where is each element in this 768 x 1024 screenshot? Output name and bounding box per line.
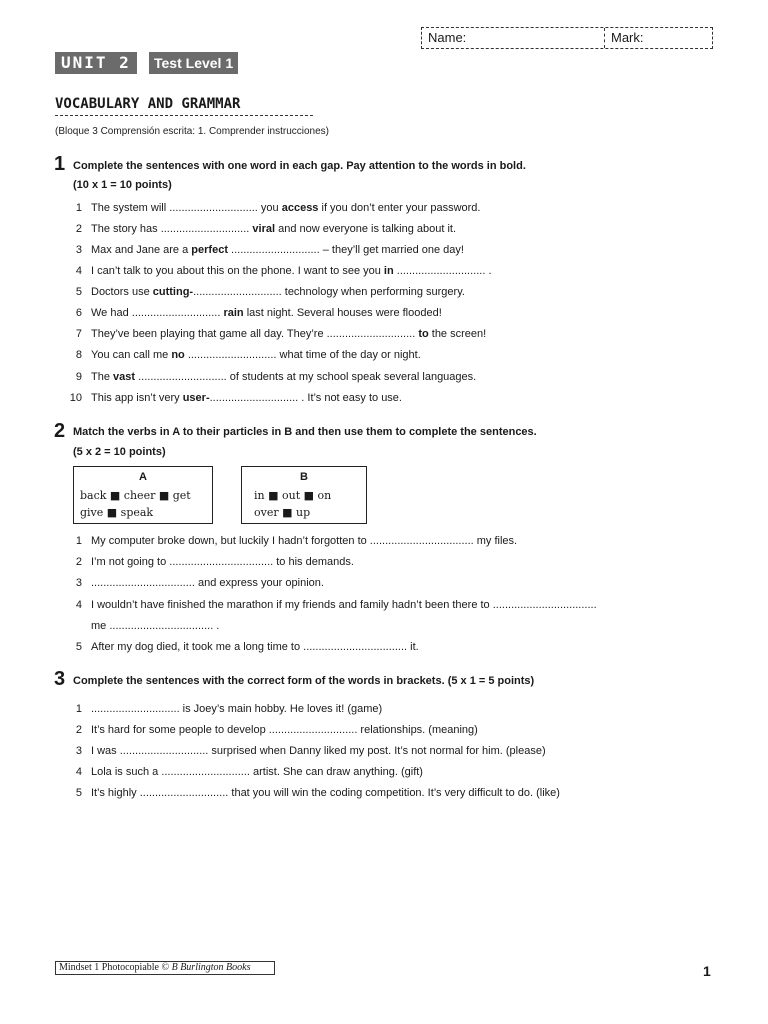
item-text — [91, 327, 486, 341]
exercise-1-item — [66, 243, 716, 257]
item-text-part: The — [91, 371, 114, 383]
item-text — [91, 348, 421, 362]
exercise-1-item — [66, 285, 716, 299]
item-bold-word: perfect — [191, 244, 228, 256]
section-title-underline — [55, 115, 313, 116]
item-number: 1 — [75, 703, 82, 715]
item-number: 4 — [75, 265, 82, 277]
exercise-1-item — [66, 348, 716, 362]
item-number: 3 — [75, 244, 82, 256]
item-text-part: the screen! — [428, 328, 487, 340]
item-number: 10 — [69, 392, 82, 404]
exercise-2-number: 2 — [54, 420, 66, 442]
name-field[interactable] — [422, 28, 605, 48]
item-text — [91, 264, 492, 278]
item-text — [91, 201, 480, 215]
item-bold-word: vast — [113, 371, 136, 383]
item-number: 3 — [75, 745, 82, 757]
item-text-part: You can call me — [91, 349, 172, 361]
item-text-part: ............................. – they’ll get married one day! — [227, 244, 464, 256]
item-text-part: and now everyone is talking about it. — [275, 223, 457, 235]
item-text: It’s hard for some people to develop ............................. relationships. (meaning) — [91, 724, 478, 736]
item-number: 2 — [75, 724, 82, 736]
unit-banner: UNIT 2 — [55, 52, 137, 74]
exercise-1-instruction: Complete the sentences with one word in each gap. Pay attention to the words in bold. — [73, 160, 526, 172]
word-box-a-line-1: back ■ cheer ■ get — [80, 489, 191, 502]
item-text-part: ............................. of students at my school speak several languages. — [135, 371, 477, 383]
item-number: 8 — [75, 349, 82, 361]
exercise-3-item — [66, 723, 716, 737]
exercise-3-item — [66, 744, 716, 758]
item-bold-word: user- — [182, 392, 210, 404]
item-text-part: We had ............................. — [91, 307, 224, 319]
item-text — [91, 285, 465, 299]
exercise-2-item — [66, 598, 716, 612]
item-number: 7 — [75, 328, 82, 340]
item-number: 2 — [75, 223, 82, 235]
exercise-3-item — [66, 786, 716, 800]
item-text-part: Doctors use — [91, 286, 153, 298]
item-bold-word: to — [418, 328, 429, 340]
item-text — [91, 370, 476, 384]
word-box-b-line-1: in ■ out ■ on — [254, 489, 332, 502]
exercise-2-points: (5 x 2 = 10 points) — [73, 446, 166, 458]
footer-publisher: B Burlington Books — [171, 962, 251, 973]
exercise-2-item — [66, 619, 716, 633]
word-box-b-line-2: over ■ up — [254, 506, 311, 519]
footer-copyright — [55, 961, 275, 975]
exercise-1-item — [66, 327, 716, 341]
item-text-part: last night. Several houses were flooded! — [243, 307, 442, 319]
item-text: me .................................. . — [91, 620, 220, 632]
exercise-1-item — [66, 370, 716, 384]
item-text: I’m not going to .................................. to his demands. — [91, 556, 354, 568]
item-number: 5 — [75, 787, 82, 799]
item-text — [91, 391, 402, 405]
item-text: I wouldn’t have finished the marathon if my friends and family hadn’t been there to .................................. — [91, 599, 597, 611]
mark-field[interactable] — [605, 28, 712, 48]
item-text-part: The system will ............................. you — [91, 202, 282, 214]
section-title: VOCABULARY AND GRAMMAR — [55, 96, 241, 112]
item-text-part: Max and Jane are a — [91, 244, 192, 256]
exercise-3-item — [66, 765, 716, 779]
item-bold-word: rain — [223, 307, 244, 319]
item-number: 9 — [75, 371, 82, 383]
exercise-3-instruction: Complete the sentences with the correct form of the words in brackets. (5 x 1 = 5 points) — [73, 675, 535, 687]
exercise-2-item — [66, 640, 716, 654]
item-bold-word: access — [281, 202, 319, 214]
item-number: 1 — [75, 535, 82, 547]
item-text: ............................. is Joey’s main hobby. He loves it! (game) — [91, 703, 383, 715]
item-number: 4 — [75, 766, 82, 778]
item-bold-word: no — [171, 349, 185, 361]
item-text: My computer broke down, but luckily I hadn’t forgotten to .................................. my files. — [91, 535, 518, 547]
item-number: 6 — [75, 307, 82, 319]
exercise-1-item — [66, 264, 716, 278]
exercise-1-item — [66, 306, 716, 320]
exercise-1-points: (10 x 1 = 10 points) — [73, 179, 172, 191]
item-text: .................................. and express your opinion. — [91, 577, 324, 589]
item-text — [91, 243, 464, 257]
item-text: After my dog died, it took me a long time to .................................. it. — [91, 641, 419, 653]
exercise-3-item — [66, 702, 716, 716]
item-text: I was ............................. surprised when Danny liked my post. It’s not normal for him. (please) — [91, 745, 546, 757]
item-text-part: ............................. technology when performing surgery. — [193, 286, 465, 298]
item-bold-word: viral — [252, 223, 276, 235]
item-text-part: if you don’t enter your password. — [318, 202, 481, 214]
test-level-banner: Test Level 1 — [147, 52, 238, 74]
word-box-b — [241, 466, 367, 524]
item-number: 5 — [75, 641, 82, 653]
exercise-1-item — [66, 391, 716, 405]
name-label: Name: — [428, 30, 467, 45]
item-text-part: The story has ............................. — [91, 223, 253, 235]
word-box-a — [73, 466, 213, 524]
item-bold-word: cutting- — [152, 286, 194, 298]
item-number: 4 — [75, 599, 82, 611]
exercise-2-item — [66, 555, 716, 569]
exercise-3-number: 3 — [54, 668, 66, 690]
item-text — [91, 222, 456, 236]
exercise-1-item — [66, 201, 716, 215]
item-text-part: ............................. what time of the day or night. — [184, 349, 421, 361]
footer-text: Mindset 1 Photocopiable © — [59, 962, 172, 973]
word-box-a-title: A — [139, 471, 147, 483]
exercise-2-item — [66, 534, 716, 548]
item-text — [91, 306, 442, 320]
item-text-part: This app isn’t very — [91, 392, 183, 404]
word-box-a-line-2: give ■ speak — [80, 506, 154, 519]
mark-label: Mark: — [611, 30, 644, 45]
item-text-part: ............................. . — [393, 265, 492, 277]
exercise-2-instruction: Match the verbs in A to their particles in B and then use them to complete the sentences. — [73, 426, 537, 438]
item-text-part: They’ve been playing that game all day. They’re ............................. — [91, 328, 419, 340]
item-text-part: ............................. . It’s not easy to use. — [209, 392, 402, 404]
item-text-part: I can’t talk to you about this on the phone. I want to see you — [91, 265, 384, 277]
exercise-2-item — [66, 576, 716, 590]
word-box-b-title: B — [300, 471, 308, 483]
item-number: 2 — [75, 556, 82, 568]
page-number: 1 — [703, 963, 711, 979]
item-number: 5 — [75, 286, 82, 298]
item-number: 1 — [75, 202, 82, 214]
section-note: (Bloque 3 Comprensión escrita: 1. Comprender instrucciones) — [55, 126, 330, 137]
item-text: Lola is such a ............................. artist. She can draw anything. (gift) — [91, 766, 423, 778]
item-bold-word: in — [383, 265, 394, 277]
item-number: 3 — [75, 577, 82, 589]
exercise-1-number: 1 — [54, 153, 66, 175]
item-text: It’s highly ............................. that you will win the coding competition. It’s very difficult to do. (like) — [91, 787, 560, 799]
name-mark-box — [421, 27, 713, 49]
exercise-1-item — [66, 222, 716, 236]
